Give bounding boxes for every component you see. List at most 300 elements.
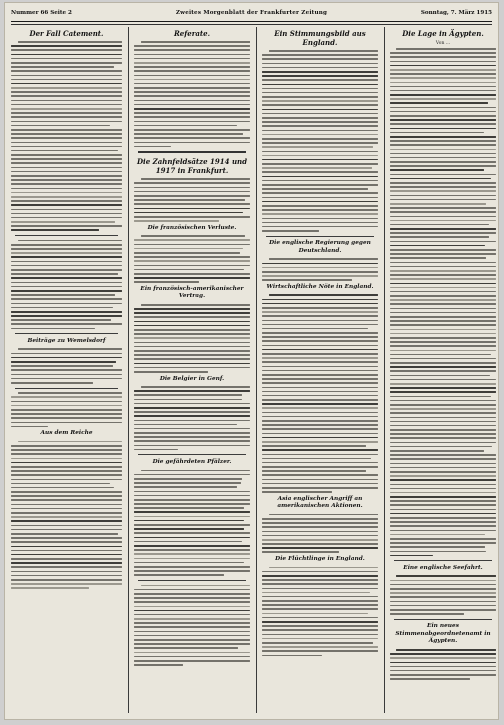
print-line (141, 386, 250, 388)
print-line (134, 199, 245, 201)
print-line (390, 224, 489, 226)
print-line (262, 130, 378, 132)
section-rule (266, 236, 374, 237)
print-line (11, 129, 122, 131)
print-line (134, 597, 250, 599)
print-line (390, 366, 496, 368)
print-line (262, 445, 366, 447)
print-line (262, 374, 378, 376)
print-line (134, 639, 250, 641)
print-line (11, 183, 122, 185)
print-line (134, 66, 250, 68)
article-body (11, 441, 122, 589)
print-line (11, 357, 122, 359)
print-line (390, 316, 496, 318)
print-line (262, 117, 378, 119)
print-line (390, 324, 496, 326)
print-line (390, 169, 484, 171)
print-line (134, 549, 250, 551)
print-line (262, 121, 378, 123)
print-line (11, 579, 122, 581)
print-line (390, 245, 485, 247)
print-line (11, 520, 122, 522)
print-line (11, 171, 122, 173)
print-line (11, 449, 122, 451)
print-line (390, 228, 496, 230)
print-line (134, 358, 250, 360)
print-line (262, 416, 378, 418)
print-line (11, 200, 122, 202)
print-line (390, 538, 496, 540)
print-line (390, 601, 496, 603)
article-headline: Die Zahnfeldsätze 1914 und 1917 in Frankfurt. (136, 157, 248, 176)
print-line (262, 625, 378, 627)
print-line (262, 340, 378, 342)
print-line (11, 458, 122, 460)
print-line (11, 365, 113, 367)
print-line (262, 634, 378, 636)
print-line (11, 70, 122, 72)
print-line (134, 83, 250, 85)
print-line (134, 491, 250, 493)
print-line (11, 104, 122, 106)
print-line (262, 571, 378, 573)
print-line (390, 362, 496, 364)
print-line (11, 529, 122, 531)
print-line (390, 295, 496, 297)
print-line (134, 511, 250, 513)
print-line (11, 566, 122, 568)
print-line (11, 142, 122, 144)
article-headline: Die Lage in Ägypten. (402, 29, 484, 38)
print-line (390, 236, 489, 238)
print-line (262, 466, 378, 468)
print-line (11, 87, 122, 89)
print-line (390, 580, 496, 582)
article-headline: Eine englische Seefahrt. (403, 564, 483, 571)
article-headline: Ein Stimmungsbild aus England. (274, 29, 366, 47)
print-line (262, 328, 368, 330)
print-line (11, 504, 122, 506)
print-line (134, 394, 242, 396)
print-line (11, 487, 114, 489)
print-line (134, 432, 250, 434)
print-line (141, 235, 245, 237)
print-line (134, 337, 250, 339)
print-line (134, 566, 250, 568)
print-line (390, 274, 496, 276)
print-line (11, 558, 122, 560)
print-line (390, 492, 496, 494)
print-line (262, 109, 378, 111)
print-line (11, 273, 118, 275)
section-rule (138, 151, 246, 153)
section-rule (15, 388, 118, 389)
print-line (11, 66, 114, 68)
print-line (134, 49, 250, 51)
print-line (134, 91, 250, 93)
print-line (262, 575, 378, 577)
print-line (11, 479, 122, 481)
print-line (134, 553, 250, 555)
print-line (18, 392, 122, 394)
print-line (11, 466, 122, 468)
article-headline: Die Flüchtlinge in England. (275, 556, 365, 563)
print-line (134, 631, 250, 633)
print-line (134, 486, 237, 488)
print-line (134, 474, 250, 476)
print-line (134, 656, 250, 658)
print-line (11, 213, 122, 215)
print-line (262, 275, 378, 277)
print-line (390, 190, 496, 192)
print-line (262, 479, 378, 481)
print-line (11, 256, 122, 258)
print-line (134, 647, 238, 649)
print-line (262, 345, 378, 347)
print-line (262, 391, 378, 393)
print-line (134, 321, 250, 323)
print-line (390, 195, 496, 197)
print-line (390, 613, 464, 615)
print-line (11, 58, 122, 60)
print-line (390, 530, 496, 532)
print-line (134, 346, 250, 348)
print-line (134, 593, 250, 595)
print-line (11, 112, 122, 114)
print-line (134, 195, 250, 197)
print-line (11, 121, 122, 123)
column-divider (128, 27, 129, 713)
print-line (262, 151, 378, 153)
print-line (11, 158, 122, 160)
print-line (134, 574, 224, 576)
print-line (134, 316, 250, 318)
print-line (390, 412, 496, 414)
print-line (11, 508, 122, 510)
print-line (390, 463, 496, 465)
print-line (134, 281, 199, 283)
print-line (262, 180, 378, 182)
print-line (262, 588, 378, 590)
print-line (396, 649, 496, 651)
print-line (390, 584, 496, 586)
print-line (269, 514, 378, 516)
print-line (262, 353, 378, 355)
print-line (262, 470, 366, 472)
print-line (390, 551, 486, 553)
print-line (390, 429, 496, 431)
print-line (262, 75, 378, 77)
print-line (390, 232, 496, 234)
print-line (134, 100, 250, 102)
print-line (134, 371, 208, 373)
print-line (134, 79, 250, 81)
print-line (262, 311, 378, 313)
print-line (134, 363, 250, 365)
print-line (390, 358, 496, 360)
print-line (262, 592, 370, 594)
print-line (390, 52, 496, 54)
print-line (390, 454, 496, 456)
article-body (262, 50, 378, 232)
print-line (134, 208, 250, 210)
print-line (134, 403, 250, 405)
print-line (134, 664, 183, 666)
print-line (390, 266, 496, 268)
print-line (11, 491, 122, 493)
article-headline: Ein neues Stimmenabgeordnetenamt in Ägypten. (395, 623, 491, 645)
article-body (390, 575, 496, 614)
print-line (11, 319, 111, 321)
print-line (134, 390, 250, 392)
print-line (262, 125, 378, 127)
print-line (262, 155, 378, 157)
print-line (141, 304, 250, 306)
print-line (390, 678, 470, 680)
print-line (262, 192, 378, 194)
print-line (11, 100, 122, 102)
print-line (11, 116, 122, 118)
print-line (390, 262, 496, 264)
print-line (11, 79, 122, 81)
print-line (262, 579, 378, 581)
print-line (262, 230, 319, 232)
print-line (262, 600, 378, 602)
print-line (262, 399, 378, 401)
print-line (11, 277, 122, 279)
print-line (390, 157, 496, 159)
print-line (269, 50, 378, 52)
print-line (134, 445, 250, 447)
article-dateline: Von ... (435, 41, 451, 46)
print-line (390, 253, 496, 255)
print-line (134, 220, 219, 222)
print-line (262, 299, 378, 301)
section-rule (138, 580, 246, 581)
column-divider (384, 27, 385, 713)
article-body (134, 178, 250, 221)
print-line (390, 257, 486, 259)
print-line (390, 396, 491, 398)
print-line (11, 426, 48, 428)
print-line (262, 535, 378, 537)
print-line (390, 61, 496, 63)
print-line (11, 445, 122, 447)
print-line (134, 626, 250, 628)
print-line (390, 521, 496, 523)
print-line (390, 341, 496, 343)
article-body (134, 585, 250, 666)
print-line (11, 396, 122, 398)
print-line (11, 378, 122, 380)
print-line (11, 179, 122, 181)
masthead-title: Zweites Morgenblatt der Frankfurter Zeitung (175, 10, 328, 16)
print-line (134, 265, 250, 267)
print-line (390, 107, 496, 109)
print-line (390, 653, 496, 655)
print-line (11, 91, 122, 93)
print-line (396, 48, 496, 50)
print-line (262, 267, 378, 269)
print-line (390, 425, 496, 427)
article-body (134, 304, 250, 373)
print-line (390, 128, 496, 130)
print-line (134, 256, 250, 258)
print-line (262, 67, 378, 69)
print-line (390, 475, 496, 477)
article-body (262, 514, 378, 553)
print-line (262, 646, 378, 648)
print-line (262, 307, 378, 309)
print-line (262, 583, 378, 585)
print-line (390, 467, 496, 469)
print-line (11, 95, 122, 97)
print-line (134, 146, 171, 148)
print-line (134, 399, 242, 401)
print-line (390, 500, 496, 502)
print-line (262, 458, 371, 460)
article-headline: Referate. (173, 29, 211, 38)
print-line (390, 132, 484, 134)
print-line (262, 403, 378, 405)
print-line (11, 546, 122, 548)
print-line (390, 270, 496, 272)
print-line (134, 424, 237, 426)
print-line (390, 249, 496, 251)
print-line (390, 555, 433, 557)
print-line (390, 199, 496, 201)
print-line (262, 226, 378, 228)
column-4 (390, 27, 496, 713)
print-line (134, 601, 250, 603)
print-line (390, 383, 496, 385)
article-headline: Ein französisch-amerikanischer Vertrag. (140, 285, 244, 300)
print-line (11, 229, 99, 231)
print-line (390, 517, 496, 519)
print-line (262, 324, 378, 326)
print-line (11, 537, 122, 539)
print-line (262, 71, 378, 73)
print-line (390, 417, 496, 419)
print-line (18, 240, 122, 242)
print-line (134, 187, 250, 189)
print-line (11, 541, 122, 543)
print-line (134, 570, 250, 572)
print-line (269, 567, 378, 569)
print-line (390, 207, 496, 209)
print-line (390, 345, 496, 347)
print-line (11, 311, 122, 313)
print-line (134, 478, 242, 480)
print-line (11, 516, 122, 518)
print-line (390, 674, 496, 676)
print-line (11, 167, 122, 169)
print-line (11, 282, 122, 284)
print-line (262, 420, 378, 422)
print-line (134, 308, 250, 310)
print-line (11, 495, 122, 497)
print-line (11, 328, 95, 330)
print-line (390, 98, 496, 100)
print-line (390, 605, 496, 607)
print-line (11, 575, 122, 577)
print-line (262, 176, 378, 178)
print-line (134, 269, 244, 271)
print-line (134, 589, 250, 591)
print-line (134, 239, 250, 241)
print-line (262, 526, 378, 528)
print-line (262, 159, 378, 161)
print-line (11, 150, 118, 152)
print-line (18, 41, 122, 43)
print-line (262, 263, 378, 265)
print-line (134, 191, 250, 193)
print-line (390, 102, 488, 104)
print-line (390, 287, 496, 289)
print-line (262, 642, 373, 644)
print-line (134, 45, 250, 47)
article-body (134, 386, 250, 450)
print-line (134, 411, 250, 413)
print-line (390, 387, 496, 389)
print-line (262, 462, 378, 464)
print-line (390, 421, 496, 423)
print-line (134, 273, 250, 275)
print-line (11, 413, 122, 415)
print-line (262, 222, 378, 224)
print-line (262, 209, 378, 211)
print-line (262, 441, 378, 443)
print-line (134, 652, 250, 654)
print-line (390, 178, 491, 180)
print-line (134, 558, 250, 560)
print-line (390, 77, 496, 79)
print-line (390, 161, 496, 163)
print-line (262, 638, 378, 640)
print-line (134, 520, 244, 522)
print-line (390, 308, 496, 310)
article-body (134, 470, 250, 576)
print-line (390, 69, 496, 71)
print-line (390, 408, 496, 410)
print-line (390, 509, 496, 511)
print-line (262, 412, 378, 414)
print-line (11, 196, 122, 198)
print-line (262, 370, 378, 372)
print-line (262, 617, 378, 619)
print-line (134, 342, 250, 344)
print-line (390, 216, 496, 218)
print-line (390, 303, 496, 305)
print-line (134, 354, 250, 356)
print-line (390, 354, 491, 356)
print-line (11, 221, 115, 223)
print-line (11, 204, 122, 206)
print-line (262, 84, 378, 86)
print-line (134, 660, 250, 662)
print-line (11, 483, 110, 485)
print-line (141, 585, 250, 587)
print-line (134, 541, 242, 543)
print-line (11, 470, 122, 472)
print-line (134, 367, 250, 369)
print-line (390, 153, 496, 155)
print-line (390, 165, 496, 167)
print-line (390, 546, 485, 548)
print-line (11, 405, 122, 407)
print-line (11, 499, 122, 501)
